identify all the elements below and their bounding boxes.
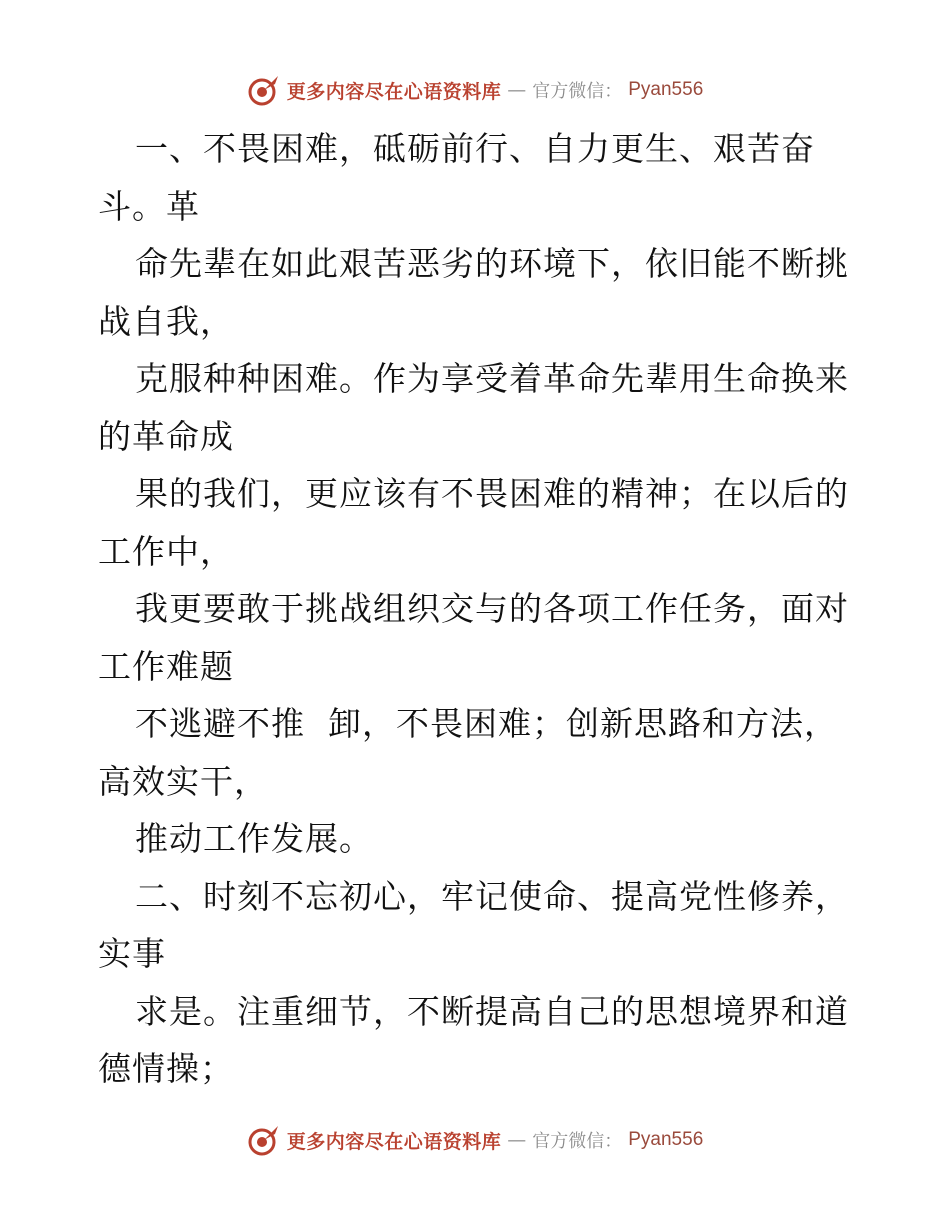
text-line: 求是。注重细节，不断提高自己的思想境界和道: [135, 991, 849, 1031]
text-line: 工作中，: [98, 531, 234, 571]
text-line: 命先辈在如此艰苦恶劣的环境下，依旧能不断挑: [135, 244, 849, 283]
text-line: 不逃避不推 卸，不畏困难；创新思路和方法，: [135, 704, 838, 743]
footer-watermark: [0, 1120, 950, 1160]
text-line: 高效实干，: [98, 761, 268, 801]
text-line: 德情操；: [98, 1049, 234, 1088]
text-line: 工作难题: [98, 646, 234, 686]
text-line: 我更要敢于挑战组织交与的各项工作任务，面对: [135, 589, 849, 628]
watermark-wechat-id: Pyan556: [628, 1129, 704, 1150]
text-line: 斗。革: [98, 186, 200, 226]
watermark-separator: —: [507, 79, 527, 101]
text-line: 战自我，: [98, 301, 234, 341]
text-line: 实事: [98, 934, 166, 973]
text-line: 的革命成: [98, 416, 234, 456]
document-body: [98, 120, 858, 1098]
quill-logo-icon: [247, 73, 281, 107]
watermark-wechat-label: 官方微信：: [532, 1131, 623, 1152]
text-line: 果的我们，更应该有不畏困难的精神；在以后的: [135, 474, 849, 513]
text-line: 克服种种困难。作为享受着革命先辈用生命换来: [135, 359, 849, 398]
header-watermark: [0, 70, 950, 110]
text-line: 二、时刻不忘初心，牢记使命、提高党性修养，: [135, 876, 849, 916]
watermark-wechat-id: Pyan556: [628, 79, 704, 100]
quill-logo-icon: [247, 1123, 281, 1157]
text-line: 推动工作发展。: [135, 819, 373, 858]
text-line: 一、不畏困难，砥砺前行、自力更生、艰苦奋: [135, 129, 815, 168]
watermark-site-name: 更多内容尽在心语资料库: [286, 80, 502, 103]
watermark-site-name: 更多内容尽在心语资料库: [286, 1130, 502, 1153]
watermark-separator: —: [507, 1129, 527, 1151]
watermark-wechat-label: 官方微信：: [532, 81, 623, 102]
